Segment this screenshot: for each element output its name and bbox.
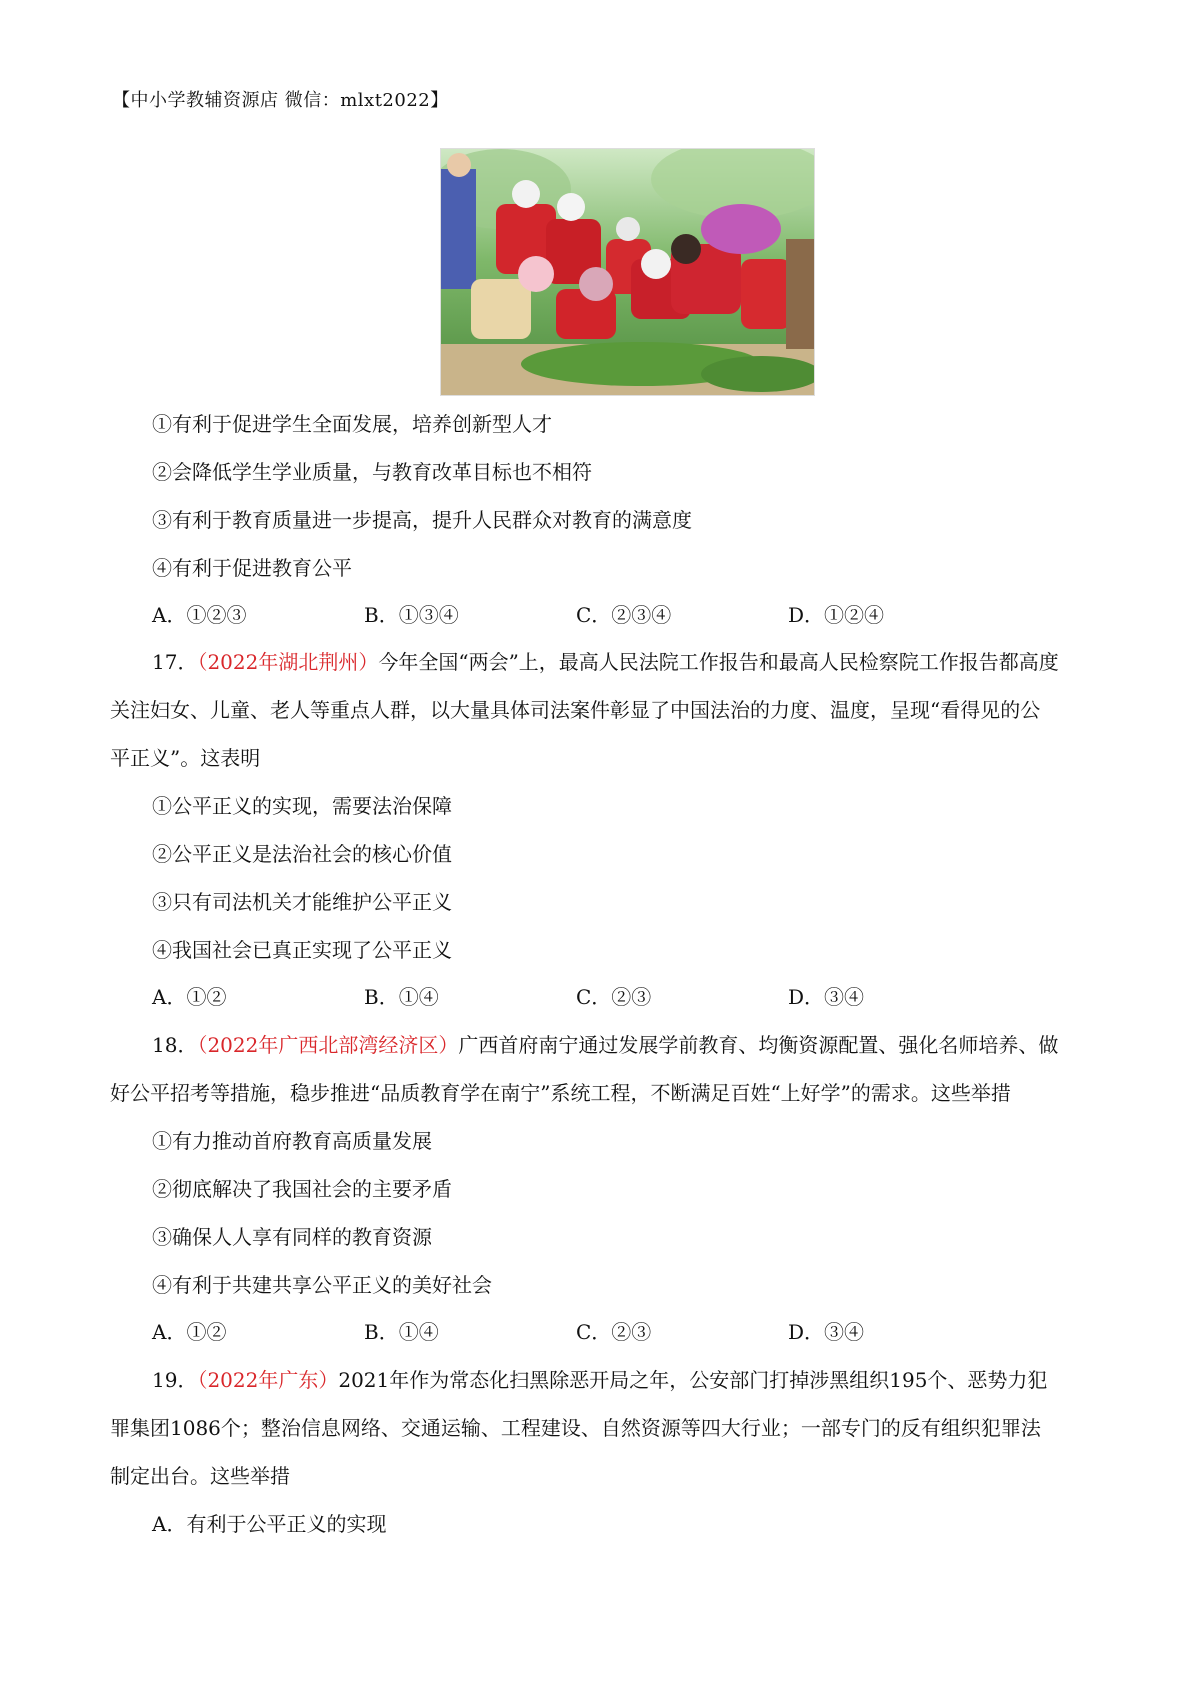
q19-stem-line-1: [152, 1368, 1142, 1392]
q18-item-3: ③确保人人享有同样的教育资源: [152, 1225, 432, 1249]
page-header: 【中小学教辅资源店 微信：mlxt2022】: [112, 90, 449, 111]
q17-stem-line-3: 平正义”。这表明: [110, 746, 261, 770]
q17-item-4: ④我国社会已真正实现了公平正义: [152, 938, 452, 962]
q16-item-2: ②会降低学生学业质量，与教育改革目标也不相符: [152, 460, 592, 484]
q18-item-1: ①有力推动首府教育高质量发展: [152, 1129, 432, 1153]
q18-option-a: A．①②: [152, 1320, 227, 1344]
q17-item-1: ①公平正义的实现，需要法治保障: [152, 794, 452, 818]
q18-option-c: C．②③: [576, 1320, 652, 1344]
q19-number: 19．: [152, 1368, 198, 1392]
students-field-photo: [440, 148, 815, 396]
q18-number: 18．: [152, 1033, 198, 1057]
q17-stem-line-1: [152, 650, 1142, 674]
q16-option-c: C．②③④: [576, 603, 672, 627]
q17-source: （2022年湖北荆州）: [197, 650, 379, 674]
q16-item-4: ④有利于促进教育公平: [152, 556, 352, 580]
q18-option-d: D．③④: [788, 1320, 865, 1344]
q18-stem-line-1: [152, 1033, 1142, 1057]
q16-option-d: D．①②④: [788, 603, 885, 627]
q18-stem-text: 广西首府南宁通过发展学前教育、均衡资源配置、强化名师培养、做: [458, 1033, 1059, 1057]
q16-option-b: B．①③④: [364, 603, 459, 627]
q18-option-b: B．①④: [364, 1320, 439, 1344]
q17-stem-text: 今年全国“两会”上，最高人民法院工作报告和最高人民检察院工作报告都高度: [378, 650, 1059, 674]
q16-option-a: A．①②③: [152, 603, 247, 627]
q19-option-a: A．有利于公平正义的实现: [152, 1512, 387, 1536]
q17-item-3: ③只有司法机关才能维护公平正义: [152, 890, 452, 914]
q17-number: 17．: [152, 650, 198, 674]
q19-stem-line-2: 罪集团1086个；整治信息网络、交通运输、工程建设、自然资源等四大行业；一部专门的反有组织犯罪法: [110, 1416, 1041, 1440]
q18-item-2: ②彻底解决了我国社会的主要矛盾: [152, 1177, 452, 1201]
q17-option-c: C．②③: [576, 985, 652, 1009]
q17-stem-line-2: 关注妇女、儿童、老人等重点人群，以大量具体司法案件彰显了中国法治的力度、温度，呈现“看得见的公: [110, 698, 1041, 722]
q18-source: （2022年广西北部湾经济区）: [197, 1033, 459, 1057]
q17-option-a: A．①②: [152, 985, 227, 1009]
q16-options: [152, 603, 1000, 627]
q19-source: （2022年广东）: [197, 1368, 339, 1392]
q17-option-b: B．①④: [364, 985, 439, 1009]
q16-item-1: ①有利于促进学生全面发展，培养创新型人才: [152, 412, 552, 436]
q19-stem-text: 2021年作为常态化扫黑除恶开局之年，公安部门打掉涉黑组织195个、恶势力犯: [338, 1368, 1048, 1392]
q17-item-2: ②公平正义是法治社会的核心价值: [152, 842, 452, 866]
q17-option-d: D．③④: [788, 985, 865, 1009]
q18-stem-line-2: 好公平招考等措施，稳步推进“品质教育学在南宁”系统工程，不断满足百姓“上好学”的需求。这些举措: [110, 1081, 1011, 1105]
q17-options: [152, 985, 1000, 1009]
q18-options: [152, 1320, 1000, 1344]
q18-item-4: ④有利于共建共享公平正义的美好社会: [152, 1273, 492, 1297]
q19-stem-line-3: 制定出台。这些举措: [110, 1464, 290, 1488]
q16-item-3: ③有利于教育质量进一步提高，提升人民群众对教育的满意度: [152, 508, 692, 532]
